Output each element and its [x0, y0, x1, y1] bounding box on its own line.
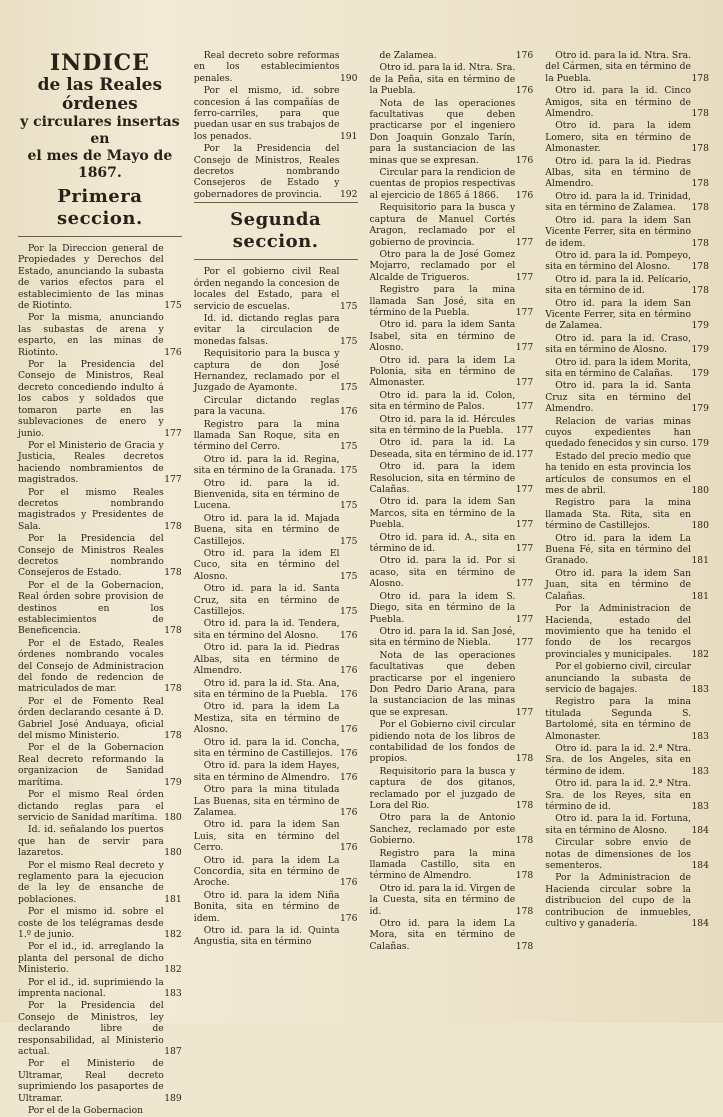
entry-text: Otro id. para la id. Tendera, sita en término del Alosno.	[193, 618, 340, 641]
index-entry	[194, 478, 358, 512]
index-entry	[194, 737, 358, 760]
entry-text: Por el id., id. arreglando la planta del personal de dicho Ministerio.	[18, 941, 164, 976]
entry-text: Circular dictando reglas para la vacuna.	[193, 394, 340, 418]
entry-text: Registro para la mina titulada Segunda S. Bartolomé, sita en término de Almonaster.	[545, 696, 691, 742]
index-entry	[545, 357, 709, 380]
index-entry	[194, 583, 358, 617]
index-entry	[545, 298, 709, 332]
entry-page-number: 178	[164, 520, 182, 532]
entry-page-number: 177	[515, 448, 534, 460]
entry-text: Otro para la mina titulada Las Buenas, sita en término de Zalamea.	[193, 784, 340, 818]
entry-text: Por el de la Gobernacion, Real órden sobre provision de destinos en los establecimientos de Beneficencia.	[18, 579, 164, 637]
entry-page-number: 179	[691, 438, 709, 450]
divider	[194, 202, 358, 203]
entry-text: Otro id. para la idem La Concordia, sita en término de Aroche.	[193, 854, 340, 889]
index-entry	[545, 451, 709, 497]
entry-text: Otro id. para la idem Resolucion, sita en término de Calañas.	[369, 461, 516, 496]
index-entry	[545, 533, 709, 567]
title-line-3: y circulares insertas en	[20, 114, 180, 147]
index-entry	[18, 359, 182, 439]
entry-text: Por el id., id. suprimiendo la imprenta nacional.	[18, 976, 164, 999]
entry-text: Otro id. para la id. Sta. Ana, sita en término de la Puebla.	[193, 677, 340, 700]
entry-text: Requisitorio para la busca y captura de dos gitanos, reclamado por el juzgado de Lora del Rio.	[369, 765, 516, 811]
entry-page-number: 179	[691, 320, 709, 332]
entry-text: Otro id. para la id. Craso, sita en término de Alosno.	[545, 332, 691, 356]
index-entry	[18, 487, 182, 533]
index-entry	[194, 395, 358, 418]
entry-page-number: 177	[164, 427, 182, 439]
entry-page-number: 189	[164, 1092, 182, 1104]
index-entry	[545, 50, 709, 84]
entry-page-number: 178	[691, 178, 709, 190]
entry-text: Id. id. dictando reglas para evitar la circulacion de monedas falsas.	[193, 312, 340, 347]
entry-page-number: 178	[515, 753, 534, 765]
index-entry	[18, 1058, 182, 1104]
entry-page-number: 182	[691, 648, 709, 660]
entry-page-number: 187	[164, 1046, 182, 1058]
entry-text: Otro id. para la id. Colon, sita en término de Palos.	[369, 389, 516, 413]
column-3	[370, 50, 534, 1117]
entry-text: Por el mismo Real órden dictando reglas para el servicio de Sanidad marítima.	[18, 789, 164, 823]
index-entry	[545, 497, 709, 531]
divider	[18, 236, 182, 237]
title-line-4: el mes de Mayo de 1867.	[27, 148, 173, 181]
index-entry	[194, 143, 358, 200]
entry-text: Relacion de varias minas cuyos expedientes han quedado fenecidos y sin curso.	[545, 415, 691, 450]
index-entry	[194, 890, 358, 924]
entry-page-number: 178	[164, 730, 182, 742]
entry-text: Otro id. para la idem La Mora, sita en término de Calañas.	[369, 918, 516, 952]
entry-text: Otro id. para la id. Pelícario, sita en término de id.	[545, 273, 691, 297]
entry-page-number: 180	[164, 847, 182, 859]
entry-text: Otro id. para la id. Bienvenida, sita en término de Lucena.	[193, 477, 340, 512]
index-entry	[370, 437, 534, 460]
index-entry	[370, 167, 534, 201]
entry-page-number: 181	[691, 590, 709, 602]
entry-text: Registro para la mina llamada San Roque, sita en término del Cerro.	[193, 418, 340, 453]
entry-text: Otro para la de Antonio Sanchez, reclamado por este Gobierno.	[369, 812, 516, 847]
index-entry	[370, 355, 534, 389]
index-entry	[18, 1105, 182, 1116]
entry-page-number: 178	[164, 567, 182, 579]
entry-page-number: 184	[691, 824, 709, 836]
divider	[194, 259, 358, 260]
index-entry	[370, 719, 534, 765]
entry-page-number: 177	[515, 377, 534, 389]
entry-text: Por la misma, anunciando las subastas de arena y esparto, en las minas de Riotinto.	[18, 312, 164, 358]
entry-text: Otro id. para la id. Ntra. Sra. de la Peña, sita en término de la Puebla.	[369, 62, 516, 97]
entry-text: Otro id. para la id. Majada Buena, sita en término de Castillejos.	[193, 512, 340, 547]
entry-text: Por el gobierno civil Real órden negando la concesion de locales del Estado, para el servicio de escuelas.	[193, 266, 340, 312]
index-entry	[194, 784, 358, 818]
index-entry	[18, 533, 182, 579]
entry-page-number: 179	[691, 403, 709, 415]
index-entry	[545, 778, 709, 812]
index-entry	[194, 50, 358, 84]
entry-page-number: 176	[339, 877, 358, 889]
index-entry	[194, 760, 358, 783]
entry-page-number: 176	[339, 629, 358, 641]
entry-text: Otro id. para la id. Santa Cruz sita en término del Almendro.	[545, 380, 691, 415]
index-entry	[370, 555, 534, 589]
entry-text: de Zalamea.	[379, 50, 437, 61]
index-entry	[545, 274, 709, 297]
entry-text: Por el mismo Reales decretos nombrando magistrados y Presidentes de Sala.	[18, 486, 164, 532]
entry-page-number: 191	[339, 130, 358, 142]
entry-text: Requisitorio para la busca y captura de don José Hernandez, reclamado por el Juzgado de Ayamonte.	[193, 348, 340, 394]
entry-text: Registro para la mina llamada Castillo, sita en término de Almendro.	[369, 847, 516, 882]
index-entry	[370, 62, 534, 96]
entry-page-number: 177	[515, 637, 534, 649]
index-entry	[194, 85, 358, 142]
entry-page-number: 183	[164, 988, 182, 999]
entry-page-number: 176	[515, 50, 534, 61]
entry-page-number: 178	[515, 835, 534, 847]
entry-text: Otro id. para la id. Piedras Albas, sita en término de Almendro.	[545, 155, 691, 190]
entry-page-number: 176	[164, 346, 182, 358]
entry-page-number: 179	[691, 344, 709, 356]
index-entry	[545, 333, 709, 356]
entry-text: Otro id. para la id. Virgen de la Cuesta, sita en término de id.	[369, 882, 516, 917]
entry-text: Registro para la mina llamada San José, sita en término de la Puebla.	[369, 284, 516, 318]
entry-text: Circular sobre envio de notas de dimensiones de los sementeros.	[545, 837, 691, 872]
entry-text: Por el de la Gobernacion Real decreto reformando la organizacion de Sanidad marítima.	[18, 742, 164, 788]
entry-page-number: 177	[515, 401, 534, 413]
index-entry	[545, 661, 709, 695]
index-entry	[18, 696, 182, 742]
entry-page-number: 179	[691, 367, 709, 379]
index-entry	[18, 243, 182, 311]
entry-text: Por la Presidencia del Consejo de Ministros Reales decretos nombrando Consejeros de Estado.	[18, 533, 164, 579]
index-entry	[370, 461, 534, 495]
entry-text: Por la Direccion general de Propiedades y Derechos del Estado, anunciando la subasta de varios efectos para el establecimiento de las minas de Riotinto.	[18, 243, 164, 312]
index-entry	[370, 650, 534, 718]
entry-page-number: 176	[339, 665, 358, 677]
index-entry	[370, 766, 534, 812]
entry-text: Otro id. para la id. Regina, sita en término de la Granada.	[193, 453, 340, 477]
entry-page-number: 178	[691, 108, 709, 120]
entry-text: Por el Ministerio de Gracia y Justicia, Reales decretos haciendo nombramientos de magistrados.	[18, 439, 164, 486]
index-entry	[194, 819, 358, 853]
index-entry	[370, 50, 534, 61]
entry-page-number: 177	[515, 425, 534, 436]
entry-page-number: 175	[339, 382, 358, 394]
entry-text: Por la Administracion de Hacienda circular sobre la distribucion del cupo de la contribucion de inmuebles, cultivo y ganadería.	[545, 872, 691, 930]
entry-text: Otro id. para la id. San José, sita en término de Niebla.	[369, 625, 516, 649]
entry-page-number: 177	[515, 706, 534, 718]
entry-page-number: 178	[691, 285, 709, 297]
index-entry	[545, 603, 709, 660]
entry-text: Por el Ministerio de Ultramar, Real decreto suprimiendo los pasaportes de Ultramar.	[18, 1058, 164, 1104]
entry-page-number: 177	[515, 236, 534, 248]
entry-page-number: 183	[691, 683, 709, 695]
entry-text: Otro id. para la idem San Vicente Ferrer, sita en término de Zalamea.	[545, 297, 691, 332]
index-entry	[194, 925, 358, 948]
index-entry	[18, 906, 182, 940]
entry-page-number: 183	[691, 801, 709, 812]
entry-page-number: 176	[339, 724, 358, 736]
index-entry	[370, 591, 534, 625]
entry-page-number: 177	[164, 474, 182, 486]
entry-text: Real decreto sobre reformas en los establecimientos penales.	[193, 50, 340, 84]
entry-page-number: 176	[339, 771, 358, 783]
entry-list-col2a	[194, 50, 358, 200]
index-entry	[545, 416, 709, 450]
index-entry	[370, 496, 534, 530]
entry-page-number: 178	[515, 870, 534, 882]
entry-page-number: 181	[164, 893, 182, 905]
entry-page-number: 177	[515, 578, 534, 590]
entry-page-number: 182	[164, 964, 182, 976]
index-entry	[194, 454, 358, 477]
index-entry	[545, 156, 709, 190]
column-1	[18, 50, 182, 1117]
entry-text: Otro id. para la idem La Buena Fé, sita en término del Granado.	[545, 532, 691, 567]
entry-page-number: 178	[691, 72, 709, 84]
entry-page-number: 176	[339, 912, 358, 924]
entry-page-number: 178	[515, 940, 534, 952]
entry-text: Otro id. para la idem La Polonia, sita en término de Almonaster.	[369, 354, 516, 389]
entry-page-number: 184	[691, 918, 709, 930]
entry-text: Otro id. para la id. Ntra. Sra. del Cármen, sita en término de la Puebla.	[545, 50, 691, 84]
entry-text: Otro id. para la idem Lomero, sita en término de Almonaster.	[545, 120, 691, 155]
entry-list-col4	[545, 50, 709, 929]
index-entry	[545, 85, 709, 119]
index-entry	[545, 120, 709, 154]
index-entry	[18, 860, 182, 906]
entry-page-number: 177	[515, 484, 534, 496]
entry-page-number: 176	[515, 85, 534, 97]
entry-text: Registro para la mina llamada Sta. Rita, sita en término de Castillejos.	[545, 497, 691, 532]
entry-page-number: 175	[339, 335, 358, 347]
entry-text: Por la Presidencia del Consejo de Ministros, ley declarando libre de responsabilidad, al Ministerio actual.	[18, 1000, 164, 1058]
entry-text: Otro id. para la id. 2.ª Ntra. Sra. de los Angeles, sita en término de idem.	[545, 742, 691, 777]
column-4	[545, 50, 709, 1117]
index-entry	[18, 742, 182, 788]
entry-page-number: 176	[515, 189, 534, 201]
entry-page-number: 177	[515, 519, 534, 531]
entry-page-number: 175	[339, 465, 358, 477]
section-heading-primera: Primera seccion.	[57, 186, 143, 229]
index-entry	[545, 191, 709, 214]
entry-text: Otro id. para la id. Por si acaso, sita en término de Alosno.	[369, 555, 516, 590]
entry-page-number: 190	[339, 72, 358, 84]
entry-page-number: 178	[515, 800, 534, 811]
entry-page-number: 178	[691, 237, 709, 249]
entry-text: Otro id. para la idem Morita, sita en término de Calañas.	[545, 356, 691, 379]
entry-page-number: 177	[515, 543, 534, 555]
column-2	[194, 50, 358, 1117]
index-entry	[545, 380, 709, 414]
index-entry	[545, 813, 709, 836]
index-entry	[545, 743, 709, 777]
entry-text: Otro id. para la idem La Mestiza, sita en término de Alosno.	[193, 701, 340, 736]
entry-text: Nota de las operaciones facultativas que deben practicarse por el ingeniero Don Pedro Dario Arana, para la sustanciacion de las minas que se expresan.	[369, 649, 516, 718]
entry-text: Por el mismo, id. sobre concesion á las compañías de ferro-carriles, para que puedan usar en sus trabajos de los penados.	[193, 85, 340, 142]
index-entry	[18, 638, 182, 695]
index-entry	[18, 1000, 182, 1057]
entry-text: Otro id. para la idem S. Diego, sita en término de la Puebla.	[369, 590, 516, 625]
entry-text: Otro id. para la idem San Vicente Ferrer, sita en término de idem.	[545, 214, 691, 249]
entry-text: Otro id. para la idem Niña Bonita, sita en término de idem.	[193, 889, 340, 924]
index-entry	[545, 215, 709, 249]
entry-page-number: 177	[515, 613, 534, 625]
entry-text: Otro id. para la idem El Cuco, sita en término del Alosno.	[193, 548, 340, 582]
entry-text: Otro id. para la id. Pompeyo, sita en término del Alosno.	[545, 249, 691, 273]
entry-text: Otro para la de José Gomez Mojarro, reclamado por el Alcalde de Trigueros.	[369, 248, 516, 283]
entry-text: Otro id. para la id. Fortuna, sita en término de Alosno.	[545, 813, 691, 836]
entry-page-number: 175	[339, 570, 358, 582]
entry-text: Por el gobierno civil, circular anunciando la subasta de servicio de bagajes.	[545, 661, 691, 695]
index-entry	[194, 618, 358, 641]
entry-page-number: 181	[691, 555, 709, 567]
entry-text: Otro id. para la id. Piedras Albas, sita en término de Almendro.	[193, 642, 340, 677]
entry-page-number: 180	[691, 485, 709, 497]
entry-text: Por el de Estado, Reales órdenes nombrando vocales del Consejo de Administracion del fondo de redencion de matriculados de mar.	[18, 637, 164, 695]
title-line-2: de las Reales órdenes	[37, 75, 163, 114]
entry-text: Requisitorio para la busca y captura de Manuel Cortés Aragon, reclamado por el gobierno de provincia.	[369, 202, 516, 248]
index-entry	[194, 701, 358, 735]
entry-page-number: 180	[691, 520, 709, 532]
entry-text: Por la Presidencia del Consejo de Ministros, Reales decretos nombrando Consejeros de Estado y gobernadores de provincia.	[193, 143, 340, 200]
index-entry	[545, 568, 709, 602]
entry-page-number: 176	[339, 806, 358, 818]
entry-text: Otro id. para la id. Trinidad, sita en término de Zalamea.	[545, 190, 691, 214]
index-entry	[194, 642, 358, 676]
index-entry	[194, 513, 358, 547]
entry-page-number: 175	[339, 535, 358, 547]
index-entry	[18, 580, 182, 637]
index-entry	[18, 312, 182, 358]
entry-page-number: 178	[515, 905, 534, 917]
entry-text: Otro id. para la id. Santa Cruz, sita en término de Castillejos.	[193, 583, 340, 618]
entry-text: Id. id. señalando los puertos que han de servir para lazaretos.	[18, 824, 164, 859]
entry-text: Otro id. para la id. Concha, sita en término de Castillejos.	[193, 736, 340, 759]
index-entry	[370, 390, 534, 413]
entry-page-number: 177	[515, 342, 534, 354]
entry-text: Por la Presidencia del Consejo de Ministros, Real decreto concediendo indulto á los cabos y soldados que tomaron parte en las sublevaciones de enero y junio.	[18, 359, 164, 439]
entry-text: Por el de Fomento Real órden declarando cesante á D. Gabriel José Anduaya, oficial del mismo Ministerio.	[18, 695, 164, 742]
entry-text: Otro id. para la idem San Juan, sita en término de Calañas.	[545, 567, 691, 602]
entry-list-col2b	[194, 266, 358, 948]
entry-page-number: 175	[339, 500, 358, 512]
index-entry	[370, 532, 534, 555]
index-entry	[194, 313, 358, 347]
entry-text: Otro id. para la id. 2.ª Ntra. Sra. de los Reyes, sita en término de id.	[545, 778, 691, 812]
entry-page-number: 175	[339, 606, 358, 618]
index-entry	[194, 419, 358, 453]
entry-page-number: 175	[164, 300, 182, 312]
entry-page-number: 178	[691, 143, 709, 155]
entry-page-number: 182	[164, 928, 182, 940]
entry-list-col1	[18, 243, 182, 1116]
entry-page-number: 175	[339, 300, 358, 312]
entry-page-number: 192	[339, 188, 358, 200]
entry-text: Por el de la Gobernacion	[28, 1105, 144, 1117]
entry-text: Otro id. para la id. Hércules sita en término de la Puebla.	[369, 413, 516, 436]
index-entry	[370, 848, 534, 882]
index-entry	[18, 440, 182, 486]
entry-page-number: 177	[515, 271, 534, 283]
entry-text: Por el mismo id. sobre el coste de los telégramas desde 1.º de junio.	[18, 906, 164, 940]
index-entry	[545, 696, 709, 742]
index-entry	[18, 977, 182, 1000]
entry-text: Otro id. para la id. Quinta Angustia, sita en término	[193, 925, 340, 948]
index-entry	[545, 250, 709, 273]
entry-text: Por el Gobierno civil circular pidiendo nota de los libros de contabilidad de los fondos de propios.	[369, 719, 516, 765]
index-entry	[370, 626, 534, 649]
entry-text: Otro id. para id. A., sita en término de id.	[369, 531, 516, 555]
index-entry	[370, 202, 534, 248]
entry-page-number: 178	[691, 202, 709, 214]
index-entry	[18, 824, 182, 858]
entry-page-number: 176	[515, 154, 534, 166]
entry-page-number: 178	[164, 625, 182, 637]
entry-page-number: 175	[339, 441, 358, 453]
entry-page-number: 183	[691, 765, 709, 777]
entry-page-number: 176	[339, 406, 358, 418]
index-entry	[545, 872, 709, 929]
entry-text: Otro id. para la idem San Luis, sita en término del Cerro.	[193, 819, 340, 854]
entry-page-number: 178	[691, 261, 709, 273]
entry-page-number: 176	[339, 747, 358, 759]
entry-page-number: 178	[164, 683, 182, 695]
index-entry	[370, 812, 534, 846]
index-entry	[370, 98, 534, 166]
entry-text: Otro id. para la id. La Deseada, sita en término de id.	[369, 437, 516, 460]
entry-text: Nota de las operaciones facultativas que deben practicarse por el ingeniero Don Joaquin Gonzalo Tarín, para la sustanciacion de las minas que se expresan.	[369, 97, 516, 166]
index-entry	[18, 941, 182, 975]
index-entry	[370, 883, 534, 917]
index-entry	[545, 837, 709, 871]
entry-text: Por la Administracion de Hacienda, estado del movimiento que ha tenido el fondo de los recargos provinciales y municipales.	[545, 603, 691, 660]
entry-page-number: 184	[691, 860, 709, 872]
index-entry	[370, 918, 534, 952]
index-entry	[18, 789, 182, 823]
entry-list-col3	[370, 50, 534, 952]
index-entry	[194, 678, 358, 701]
index-entry	[194, 855, 358, 889]
entry-page-number: 177	[515, 306, 534, 318]
index-entry	[370, 414, 534, 437]
index-entry	[194, 348, 358, 394]
index-title	[18, 50, 182, 182]
entry-text: Estado del precio medio que ha tenido en esta provincia los artículos de consumos en el mes de abril.	[545, 450, 691, 497]
title-line-1: INDICE	[49, 50, 150, 76]
index-entry	[194, 548, 358, 582]
index-entry	[370, 249, 534, 283]
entry-text: Otro id. para la idem San Marcos, sita en término de la Puebla.	[369, 496, 516, 531]
entry-page-number: 176	[339, 688, 358, 700]
index-entry	[194, 266, 358, 312]
section-heading-segunda: Segunda seccion.	[230, 209, 322, 253]
entry-page-number: 180	[164, 811, 182, 823]
index-entry	[370, 284, 534, 318]
index-entry	[370, 319, 534, 353]
entry-text: Circular para la rendicion de cuentas de propios respectivas al ejercicio de 1865 á 1866.	[369, 167, 516, 201]
entry-page-number: 179	[164, 776, 182, 788]
entry-text: Otro id. para la id. Cinco Amigos, sita en término de Almendro.	[545, 85, 691, 120]
entry-page-number: 183	[691, 730, 709, 742]
entry-text: Otro id. para la idem Santa Isabel, sita en término de Alosno.	[369, 319, 516, 354]
entry-text: Por el mismo Real decreto y reglamento para la ejecucion de la ley de ensanche de poblaciones.	[18, 859, 164, 905]
entry-page-number: 176	[339, 842, 358, 854]
entry-text: Otro id. para la idem Hayes, sita en término de Almendro.	[193, 760, 340, 783]
